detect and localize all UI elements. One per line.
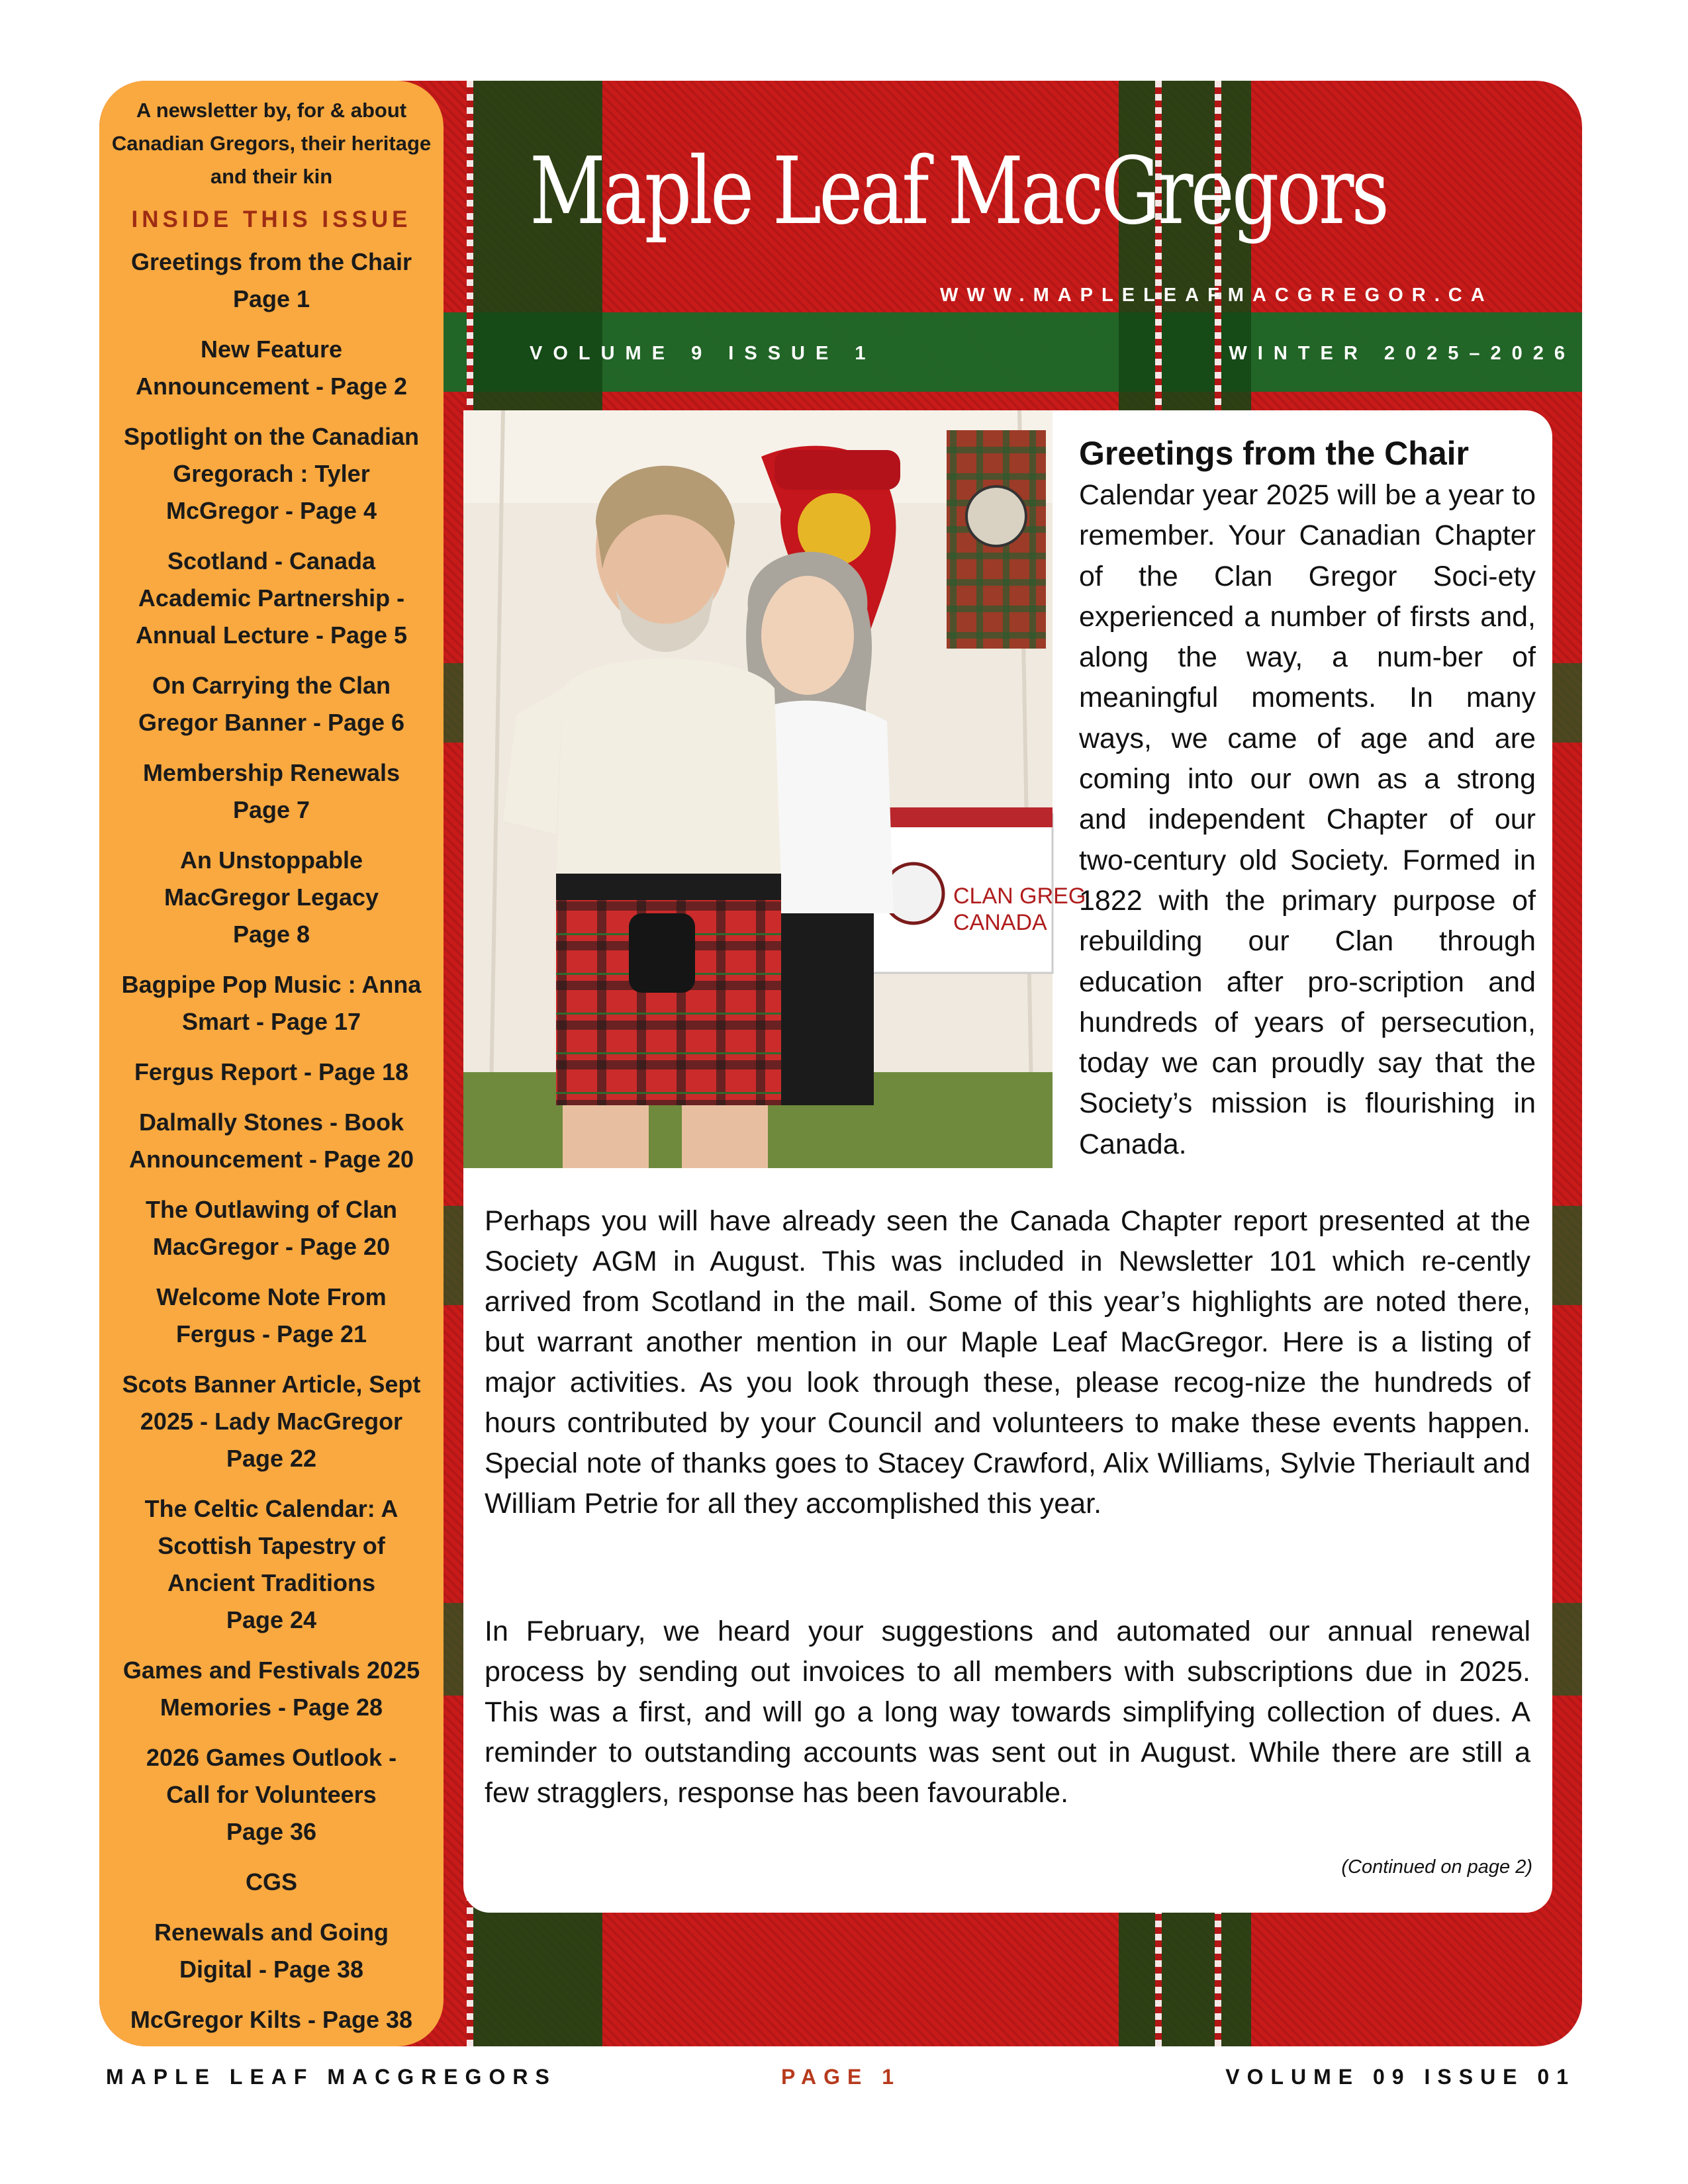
issue-season: WINTER 2025–2026 [1229, 343, 1575, 364]
toc-item[interactable]: The Outlawing of Clan MacGregor - Page 20 [146, 1196, 397, 1260]
toc-item[interactable]: New Feature Announcement - Page 2 [135, 336, 408, 400]
toc-item[interactable]: Dalmally Stones - Book Announcement - Page 20 [128, 1109, 414, 1173]
footer-page-number: PAGE 1 [781, 2065, 901, 2089]
newsletter-title: Maple Leaf MacGregors [530, 138, 1387, 246]
continued-note[interactable]: (Continued on page 2) [1341, 1856, 1532, 1878]
article-lead-paragraph: Calendar year 2025 will be a year to remember. Your Canadian Chapter of the Clan Gregor Soci-ety experienced a number of firsts and, along the way, a num-ber of meaningful moments. In many ways, we came of age and are coming into our own as a strong and independent Chapter of our two-century old Society. Formed in 1822 with the primary purpose of rebuilding our Clan through education after pro-scription and hundreds of years of persecution, today we can proudly say that the Society’s mission is flourishing in Canada. [1079, 479, 1536, 1160]
footer-publication-name: MAPLE LEAF MACGREGORS [106, 2065, 557, 2089]
article-paragraph: Perhaps you will have already seen the Canada Chapter report presented at the Society AGM in August. This was included in Newsletter 101 which re-cently arrived from Scotland in the mail. Some of this year’s highlights are noted there, but warrant another mention in our Maple Leaf MacGregor. Here is a listing of major activities. As you look through these, please recog-nize the hundreds of hours contributed by your Council and volunteers to make these events happen. Special note of thanks goes to Stacey Crawford, Alix Williams, Sylvie Theriault and William Petrie for all they accomplished this year. [485, 1205, 1530, 1520]
article-heading: Greetings from the Chair [1079, 435, 1469, 472]
toc-item[interactable]: Membership Renewals Page 7 [142, 759, 400, 823]
toc-item[interactable]: An Unstoppable MacGregor Legacy Page 8 [164, 846, 379, 948]
toc-item[interactable]: Greetings from the Chair Page 1 [130, 248, 412, 312]
toc-item[interactable]: 2026 Games Outlook - Call for Volunteers Page 36 [146, 1744, 397, 1845]
toc-item[interactable]: Fergus Report - Page 18 [134, 1058, 409, 1085]
toc-item[interactable]: Games and Festivals 2025 Memories - Page 28 [122, 1657, 420, 1721]
toc-item[interactable]: Welcome Note From Fergus - Page 21 [156, 1283, 387, 1347]
sidebar [99, 81, 444, 2046]
article-paragraph: In February, we heard your suggestions and automated our annual renewal process by sending out invoices to all members with subscriptions due in 2025. This was a first, and will go a long way towards simplifying collection of dues. A reminder to outstanding accounts was sent out in August. While there are still a few stragglers, response has been favourable. [485, 1615, 1530, 1809]
toc-item[interactable]: McGregor Kilts - Page 38 [130, 2006, 413, 2033]
inside-this-issue-heading: INSIDE THIS ISSUE [131, 206, 412, 232]
newsletter-tagline: A newsletter by, for & about Canadian Gregors, their heritage and their kin [111, 99, 432, 188]
footer-volume-issue: VOLUME 09 ISSUE 01 [1225, 2065, 1575, 2089]
volume-issue: VOLUME 9 ISSUE 1 [530, 343, 876, 364]
toc-item[interactable]: Renewals and Going Digital - Page 38 [154, 1919, 389, 1983]
toc-item[interactable]: Scotland - Canada Academic Partnership - Annual Lecture - Page 5 [135, 547, 408, 649]
toc-item[interactable]: The Celtic Calendar: A Scottish Tapestry of Ancient Traditions Page 24 [144, 1495, 399, 1633]
banner-text: CLAN GREG CANADA [953, 884, 1086, 935]
toc-item[interactable]: Spotlight on the Canadian Gregorach : Tyler McGregor - Page 4 [124, 423, 419, 524]
toc-item[interactable]: CGS [245, 1868, 297, 1895]
table-of-contents [110, 244, 433, 2038]
toc-item[interactable]: On Carrying the Clan Gregor Banner - Page 6 [138, 672, 405, 736]
issue-line [530, 343, 1575, 369]
article-panel [463, 410, 1552, 1913]
toc-item[interactable]: Bagpipe Pop Music : Anna Smart - Page 17 [121, 971, 422, 1035]
chair-photo [463, 410, 1086, 1168]
website-link[interactable]: WWW.MAPLELEAFMACGREGOR.CA [940, 285, 1493, 306]
toc-item[interactable]: Scots Banner Article, Sept 2025 - Lady MacGregor Page 22 [122, 1371, 421, 1472]
